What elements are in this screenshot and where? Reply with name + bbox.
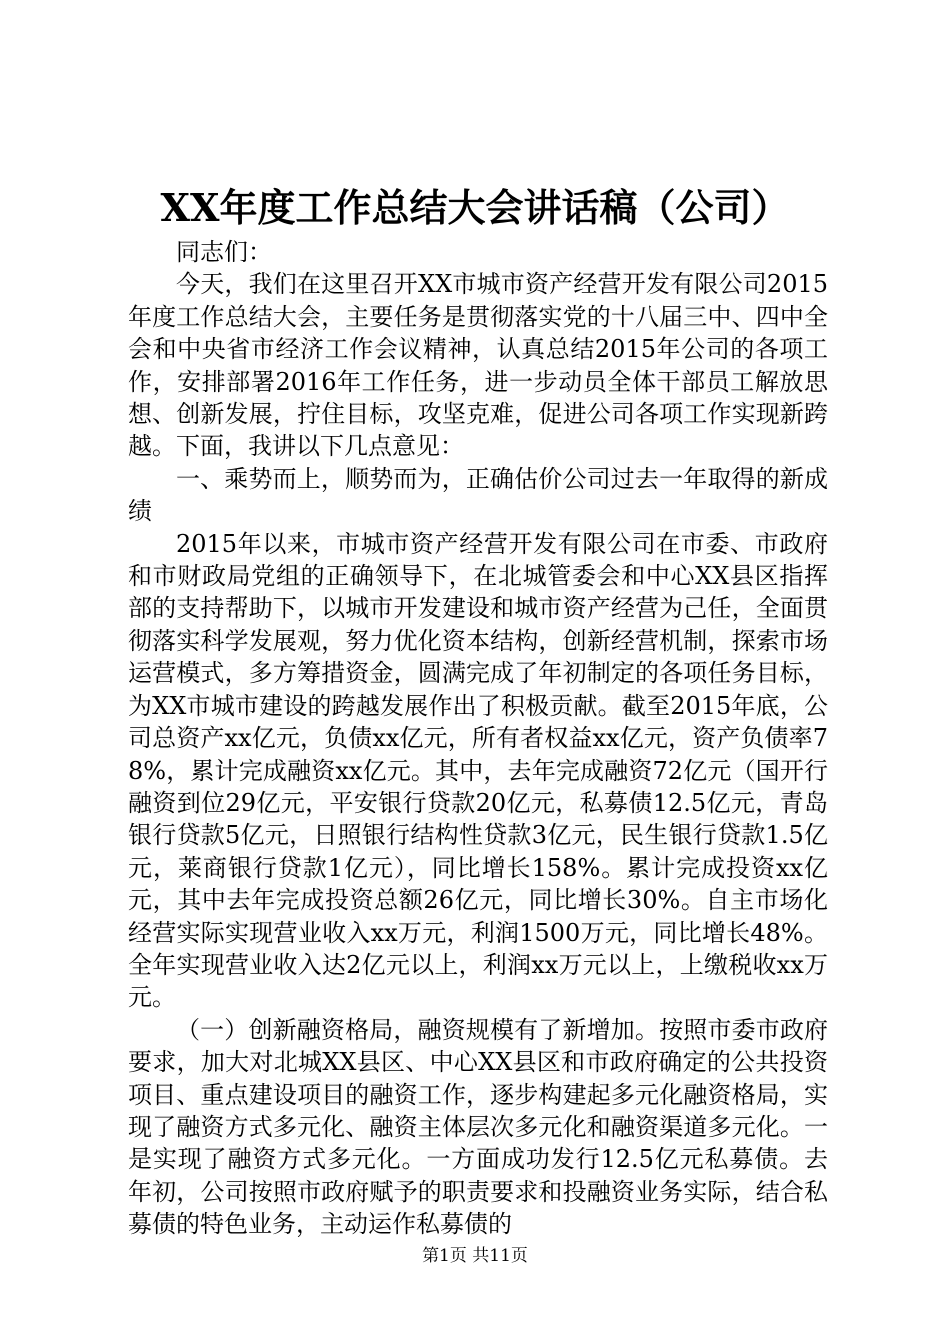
paragraph-intro: 今天，我们在这里召开XX市城市资产经营开发有限公司2015年度工作总结大会，主要任务是贯彻落实党的十八届三中、四中全会和中央省市经济工作会议精神，认真总结2015年公司的各项工作，安排部署2016年工作任务，进一步动员全体干部员工解放思想、创新发展，拧住目标，攻坚克难，促进公司各项工作实现新跨越。下面，我讲以下几点意见： [128, 270, 828, 461]
document-body [128, 236, 828, 1241]
document-title: XX年度工作总结大会讲话稿（公司） [160, 185, 790, 230]
paragraph-financing: （一）创新融资格局，融资规模有了新增加。按照市委市政府要求，加大对北城XX县区、中心XX县区和市政府确定的公共投资项目、重点建设项目的融资工作，逐步构建起多元化融资格局，实现了融资方式多元化、融资主体层次多元化和融资渠道多元化。一是实现了融资方式多元化。一方面成功发行12.5亿元私募债。去年初，公司按照市政府赋予的职责要求和投融资业务实际，结合私募债的特色业务，主动运作私募债的 [128, 1015, 828, 1239]
page-footer: 第1页 共11页 [422, 1246, 528, 1266]
section-heading-1: 一、乘势而上，顺势而为，正确估价公司过去一年取得的新成绩 [128, 464, 828, 526]
paragraph-achievements: 2015年以来，市城市资产经营开发有限公司在市委、市政府和市财政局党组的正确领导下，在北城管委会和中心XX县区指挥部的支持帮助下，以城市开发建设和城市资产经营为己任，全面贯彻落实科学发展观，努力优化资本结构，创新经营机制，探索市场运营模式，多方筹措资金，圆满完成了年初制定的各项任务目标，为XX市城市建设的跨越发展作出了积极贡献。截至2015年底，公司总资产xx亿元，负债xx亿元，所有者权益xx亿元，资产负债率78%，累计完成融资xx亿元。其中，去年完成融资72亿元（国开行融资到位29亿元，平安银行贷款20亿元，私募债12.5亿元，青岛银行贷款5亿元，日照银行结构性贷款3亿元，民生银行贷款1.5亿元，莱商银行贷款1亿元），同比增长158%。累计完成投资xx亿元，其中去年完成投资总额26亿元，同比增长30%。自主市场化经营实际实现营业收入xx万元，利润1500万元，同比增长48%。全年实现营业收入达2亿元以上，利润xx万元以上，上缴税收xx万元。 [128, 529, 828, 1012]
salutation: 同志们： [176, 238, 272, 266]
